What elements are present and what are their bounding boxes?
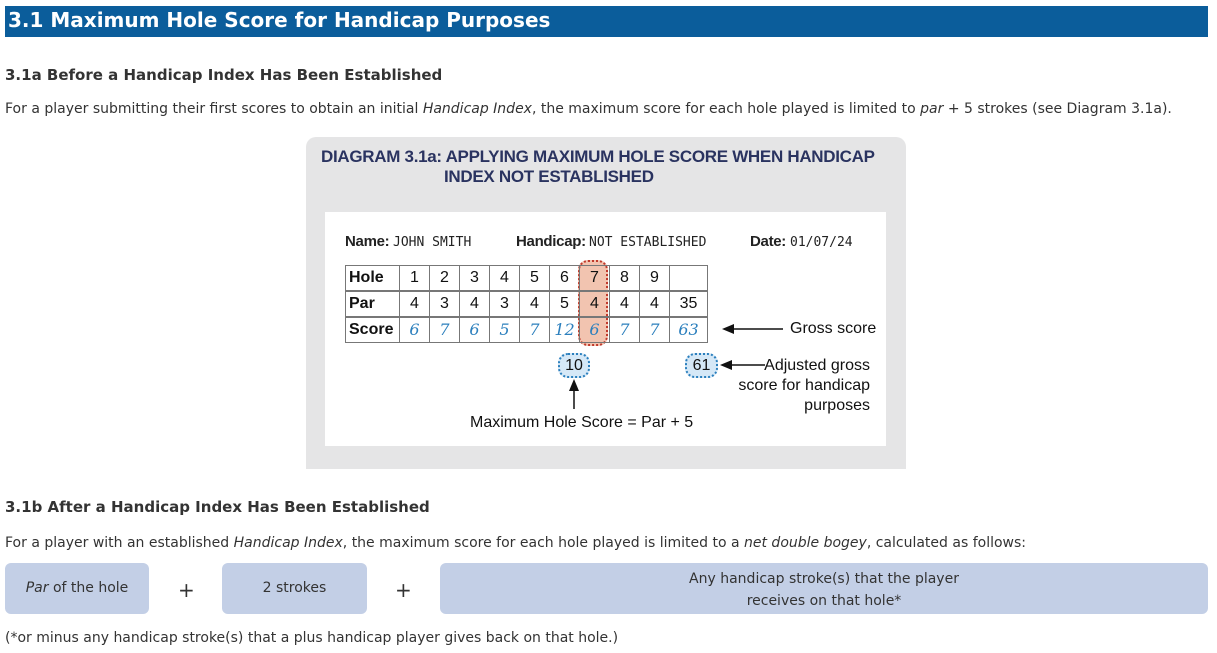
formula-handicap-line-2: receives on that hole* bbox=[746, 593, 902, 609]
scores-cell-8: 7 bbox=[609, 317, 640, 343]
scores-cell-7: 6 bbox=[579, 317, 610, 343]
holes-cell-6: 6 bbox=[549, 265, 580, 291]
formula-strokes-box: 2 strokes bbox=[222, 563, 367, 614]
holes-cell-7: 7 bbox=[579, 265, 610, 291]
paragraph-a-term-handicap-index: Handicap Index bbox=[422, 101, 532, 117]
diagram-3-1a bbox=[306, 137, 906, 469]
scores-cell-2: 7 bbox=[429, 317, 460, 343]
formula-par-box bbox=[5, 563, 149, 614]
adjusted-label-line-2: score for handicap bbox=[738, 377, 870, 394]
footnote: (*or minus any handicap stroke(s) that a plus handicap player gives back on that hole.) bbox=[5, 630, 619, 646]
formula-par-term: Par bbox=[25, 580, 49, 596]
handicap-value: NOT ESTABLISHED bbox=[589, 235, 707, 250]
holes-cell-8: 8 bbox=[609, 265, 640, 291]
name-label: Name: bbox=[345, 233, 390, 250]
diagram-title-line-1: DIAGRAM 3.1a: APPLYING MAXIMUM HOLE SCORE WHEN HANDICAP bbox=[321, 147, 875, 166]
subsection-heading-a: 3.1a Before a Handicap Index Has Been Established bbox=[5, 66, 443, 84]
scores-cell-10: 63 bbox=[669, 317, 708, 343]
par-cell-1: 4 bbox=[399, 291, 430, 317]
adjusted-label-line-1: Adjusted gross bbox=[764, 357, 870, 374]
par-cell-5: 4 bbox=[519, 291, 550, 317]
paragraph-a-term-par: par bbox=[920, 101, 944, 117]
par-cell-6: 5 bbox=[549, 291, 580, 317]
adjusted-gross-label bbox=[738, 356, 870, 416]
date-value: 01/07/24 bbox=[790, 235, 853, 250]
formula-plus-1: + bbox=[178, 578, 195, 602]
holes-cell-4: 4 bbox=[489, 265, 520, 291]
par-cell-9: 4 bbox=[639, 291, 670, 317]
par-cell-8: 4 bbox=[609, 291, 640, 317]
scores-cell-9: 7 bbox=[639, 317, 670, 343]
par-cell-7: 4 bbox=[579, 291, 610, 317]
max-hole-score-label: Maximum Hole Score = Par + 5 bbox=[470, 414, 694, 431]
section-title-bar bbox=[5, 6, 1208, 37]
paragraph-a bbox=[5, 101, 1172, 117]
subsection-heading-b: 3.1b After a Handicap Index Has Been Established bbox=[5, 498, 430, 516]
adjusted-label-line-3: purposes bbox=[804, 397, 870, 414]
formula-handicap-line-1: Any handicap stroke(s) that the player bbox=[689, 571, 959, 587]
gross-score-arrow-head bbox=[722, 324, 734, 334]
formula-par-text: of the hole bbox=[48, 580, 129, 596]
holes-cell-9: 9 bbox=[639, 265, 670, 291]
paragraph-b-text-2: , the maximum score for each hole played is limited to a bbox=[342, 535, 744, 551]
scores-cell-3: 6 bbox=[459, 317, 490, 343]
par-cell-4: 3 bbox=[489, 291, 520, 317]
par-cell-3: 4 bbox=[459, 291, 490, 317]
paragraph-b bbox=[5, 535, 1026, 551]
section-title: 3.1 Maximum Hole Score for Handicap Purposes bbox=[8, 8, 551, 32]
paragraph-a-text-3: + 5 strokes (see Diagram 3.1a). bbox=[943, 101, 1172, 117]
handicap-label: Handicap: bbox=[516, 233, 586, 250]
scorecard-panel bbox=[325, 212, 886, 446]
scores-cell-1: 6 bbox=[399, 317, 430, 343]
holes-cell-2: 2 bbox=[429, 265, 460, 291]
row-label-par: Par bbox=[345, 291, 400, 317]
adjusted-hole-score-bubble: 10 bbox=[558, 353, 590, 378]
holes-cell-3: 3 bbox=[459, 265, 490, 291]
scores-cell-6: 12 bbox=[549, 317, 580, 343]
formula-plus-2: + bbox=[395, 578, 412, 602]
max-hole-arrow-head bbox=[569, 379, 579, 391]
holes-cell-5: 5 bbox=[519, 265, 550, 291]
par-cell-2: 3 bbox=[429, 291, 460, 317]
paragraph-a-text-2: , the maximum score for each hole played is limited to bbox=[531, 101, 921, 117]
paragraph-b-term-net-double-bogey: net double bogey bbox=[744, 535, 867, 551]
holes-cell-1: 1 bbox=[399, 265, 430, 291]
par-cell-10: 35 bbox=[669, 291, 708, 317]
gross-score-label: Gross score bbox=[790, 320, 877, 337]
paragraph-b-text-3: , calculated as follows: bbox=[866, 535, 1026, 551]
adjusted-total-bubble: 61 bbox=[685, 353, 718, 378]
adjusted-score-arrow-head bbox=[720, 360, 732, 370]
paragraph-b-term-handicap-index: Handicap Index bbox=[233, 535, 343, 551]
paragraph-b-text-1: For a player with an established bbox=[5, 535, 234, 551]
date-label: Date: bbox=[750, 233, 787, 250]
name-value: JOHN SMITH bbox=[393, 235, 472, 250]
row-label-hole: Hole bbox=[345, 265, 400, 291]
paragraph-a-text-1: For a player submitting their first scores to obtain an initial bbox=[5, 101, 423, 117]
diagram-title-line-2: INDEX NOT ESTABLISHED bbox=[444, 167, 654, 186]
scores-cell-5: 7 bbox=[519, 317, 550, 343]
row-label-score: Score bbox=[345, 317, 400, 343]
formula-handicap-strokes-box bbox=[440, 563, 1208, 614]
scores-cell-4: 5 bbox=[489, 317, 520, 343]
